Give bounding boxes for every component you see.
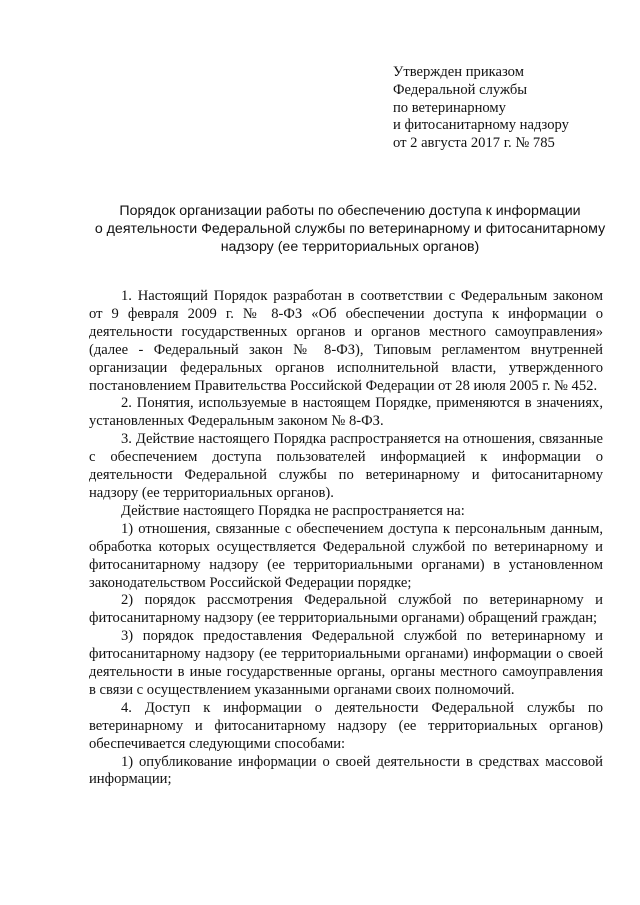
title-line: о деятельности Федеральной службы по ветеринарному и фитосанитарному xyxy=(94,221,606,237)
approval-line: Федеральной службы xyxy=(393,81,528,98)
approval-line: и фитосанитарному надзору xyxy=(393,117,569,134)
paragraph-subitem-1: 1) отношения, связанные с обеспечением доступа к персональным данным, обработка которых осуществляется Федеральной службой по ветеринарному и фитосанитарному надзору (ее территориальными органами) в установленном законодательством Российской Федерации порядке; xyxy=(89,520,603,591)
approval-line: Утвержден приказом xyxy=(393,64,524,80)
approval-line: по ветеринарному xyxy=(393,99,506,116)
paragraph-item-4: 4. Доступ к информации о деятельности Федеральной службы по ветеринарному и фитосанитарному надзору (ее территориальных органов) обеспечивается следующими способами: xyxy=(89,699,603,752)
approval-stamp xyxy=(393,64,623,153)
paragraph-subitem-3: 3) порядок предоставления Федеральной службой по ветеринарному и фитосанитарному надзору (ее территориальными органами) информации о своей деятельности в иные государственные органы, органы местного самоуправления в связи с осуществлением указанными органами своих полномочий. xyxy=(89,628,603,698)
document-title xyxy=(60,202,640,256)
paragraph-access-method-1: 1) опубликование информации о своей деятельности в средствах массовой информации; xyxy=(89,753,603,788)
paragraph-item-1: 1. Настоящий Порядок разработан в соответствии с Федеральным законом от 9 февраля 2009 г. № 8-ФЗ «Об обеспечении доступа к информации о деятельности государственных органов и органов местного самоуправления» (далее - Федеральный закон № 8-ФЗ), Типовым регламентом внутренней организации федеральных органов исполнительной власти, утвержденного постановлением Правительства Российской Федерации от 28 июля 2005 г. № 452. xyxy=(89,288,603,394)
paragraph-item-3: 3. Действие настоящего Порядка распространяется на отношения, связанные с обеспечением доступа пользователей информацией к информации о деятельности Федеральной службы по ветеринарному и фитосанитарному надзору (ее территориальных органов). xyxy=(89,431,603,501)
approval-line: от 2 августа 2017 г. № 785 xyxy=(393,135,555,152)
paragraph-item-2: 2. Понятия, используемые в настоящем Порядке, применяются в значениях, установленных Федеральным законом № 8-ФЗ. xyxy=(89,395,603,430)
paragraph-scope-exclusions: Действие настоящего Порядка не распространяется на: xyxy=(121,502,465,519)
paragraph-subitem-2: 2) порядок рассмотрения Федеральной службой по ветеринарному и фитосанитарному надзору (ее территориальными органами) обращений граждан; xyxy=(89,592,603,627)
title-line: Порядок организации работы по обеспечению доступа к информации xyxy=(119,203,581,219)
document-body xyxy=(89,288,603,789)
title-line: надзору (ее территориальных органов) xyxy=(220,239,480,255)
